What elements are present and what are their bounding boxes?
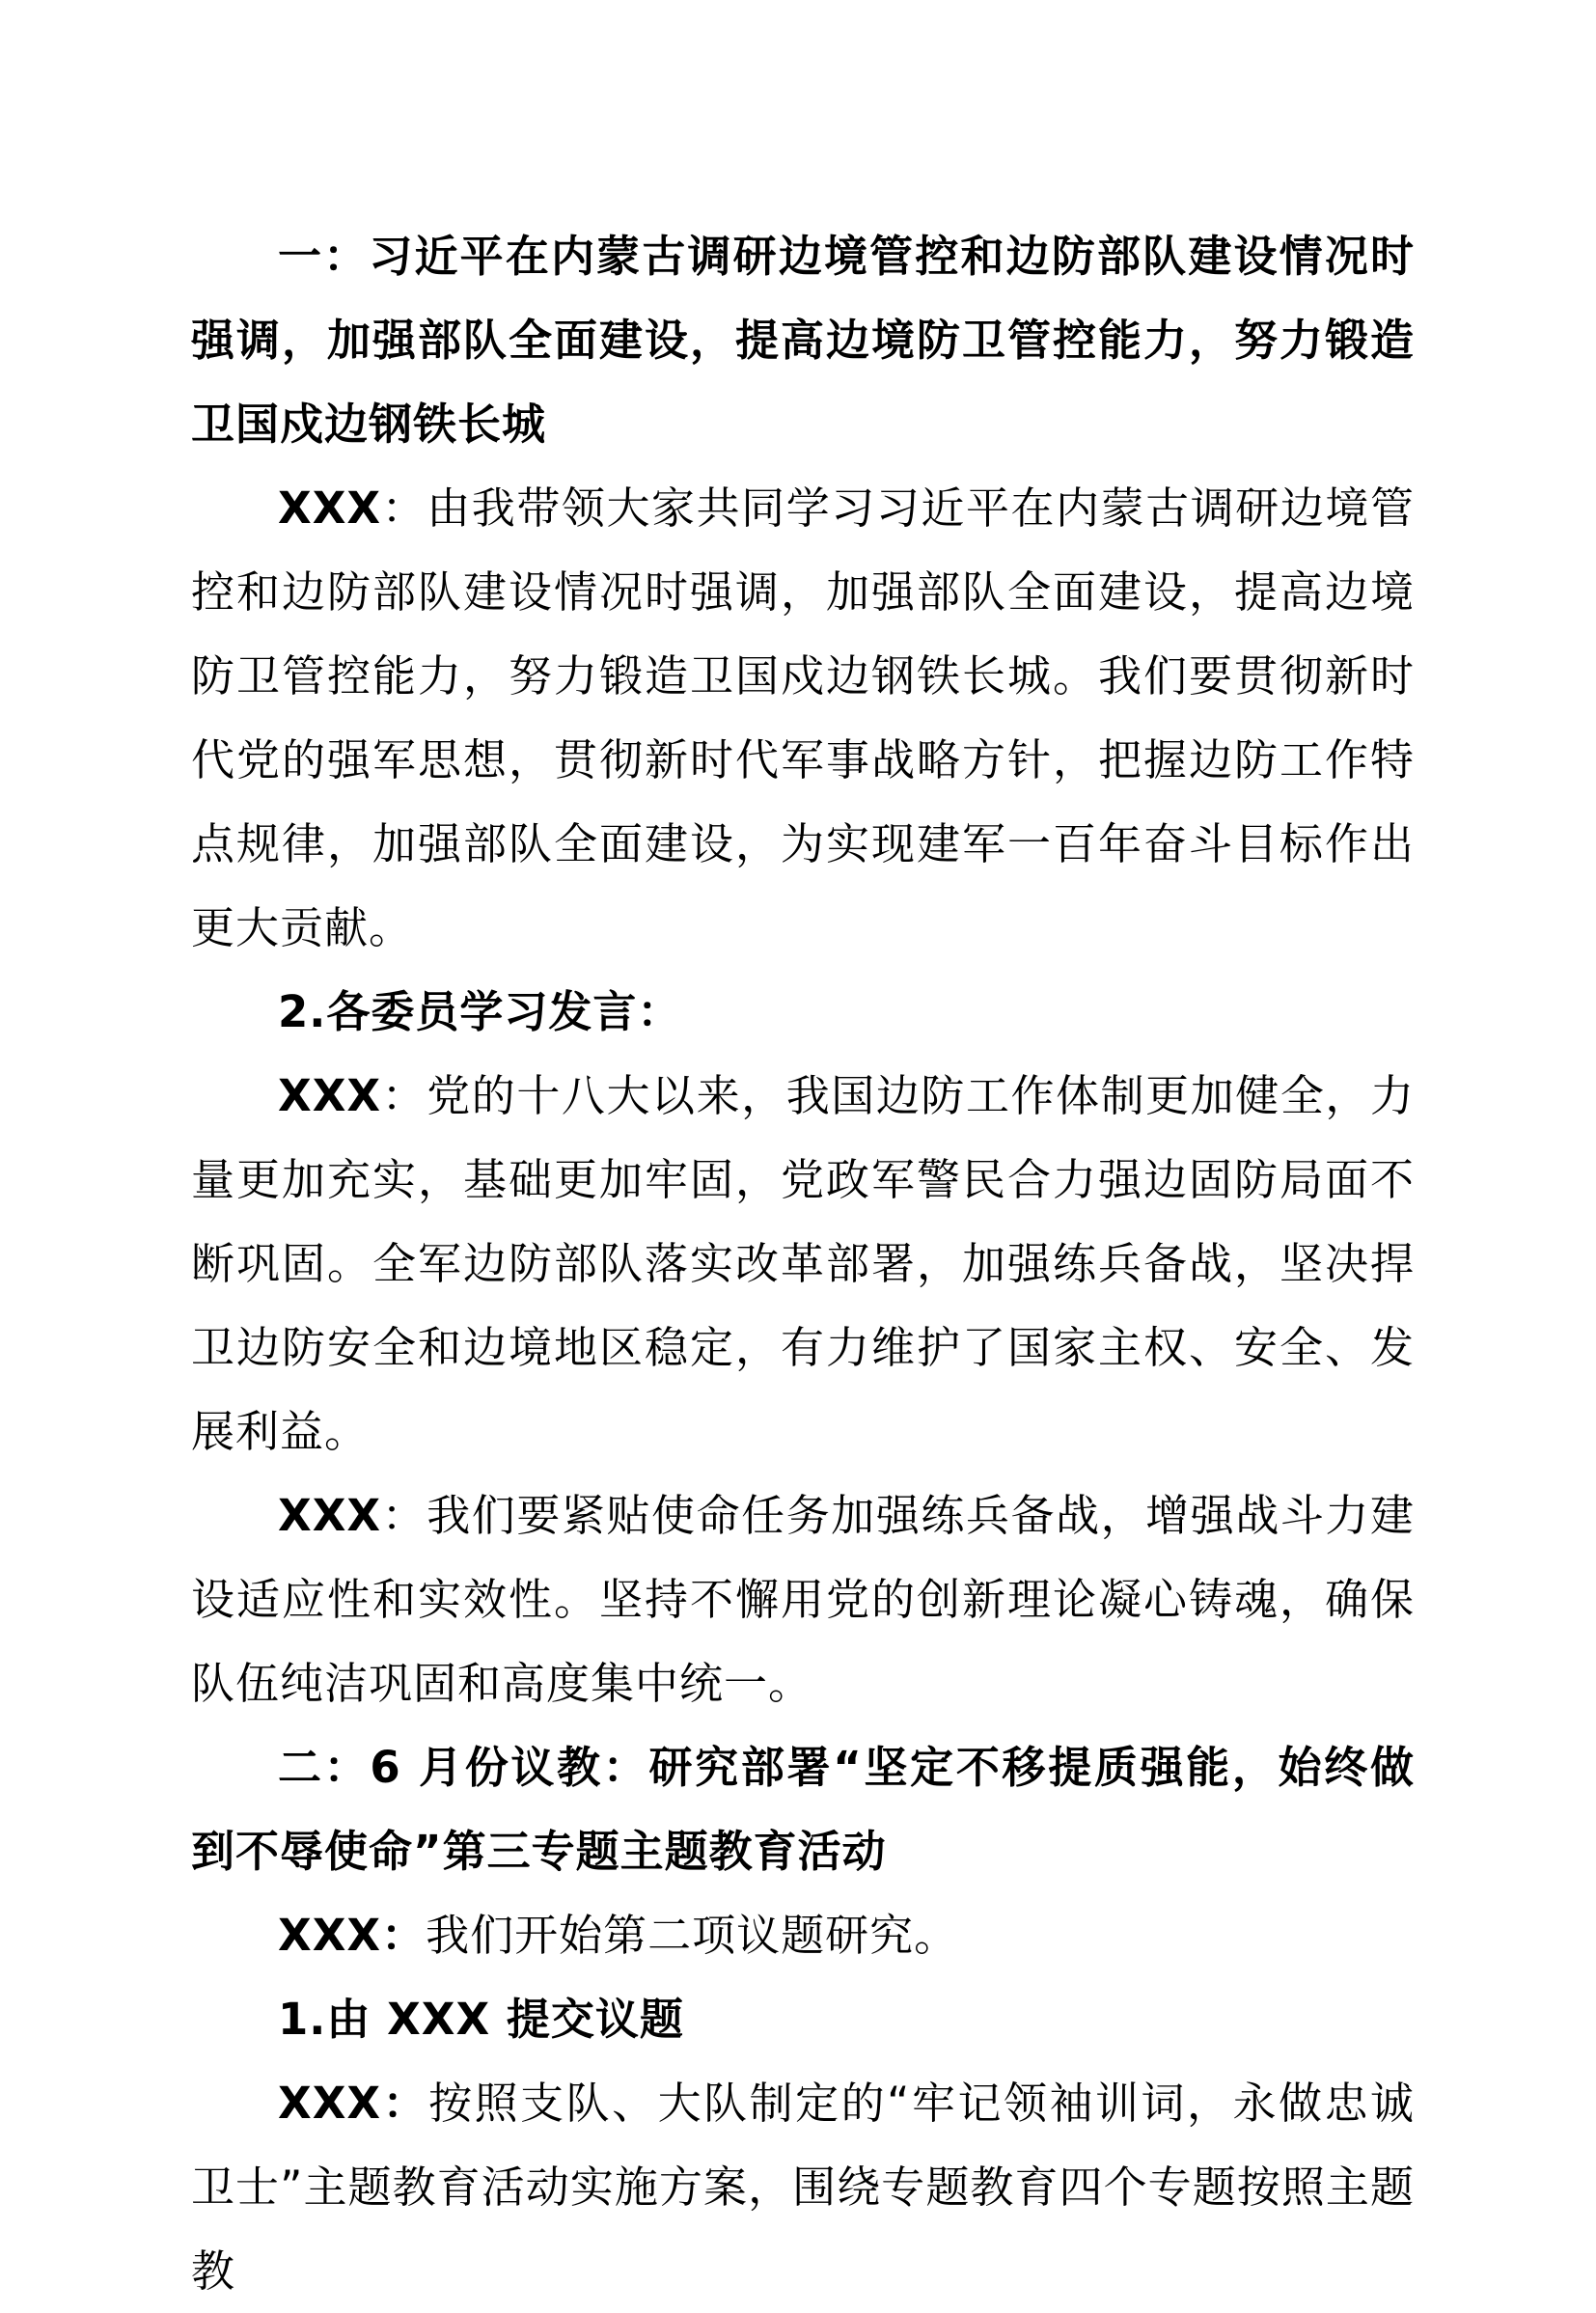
heading-text: 1.由 XXX 提交议题	[278, 1994, 684, 2045]
section-heading-1	[191, 214, 1415, 466]
heading-text: 二：6 月份议教：研究部署“坚定不移提质强能，始终做到不辱使命”第三专题主题教育活动	[191, 1742, 1415, 1877]
speaker-name: XXX：	[278, 1910, 427, 1961]
speech-paragraph	[191, 1893, 1415, 1977]
speaker-name: XXX	[278, 482, 382, 534]
heading-text: 一：习近平在内蒙古调研边境管控和边防部队建设情况时强调，加强部队全面建设，提高边境防卫管控能力，努力锻造卫国戍边钢铁长城	[191, 231, 1415, 450]
heading-text: 2.各委员学习发言：	[278, 986, 682, 1037]
speech-text: 按照支队、大队制定的“牢记领袖训词，永做忠诚卫士”主题教育活动实施方案，围绕专题教育四个专题按照主题教	[191, 2078, 1415, 2297]
speaker-name: XXX：	[278, 2078, 429, 2129]
speech-text: ：由我带领大家共同学习习近平在内蒙古调研边境管控和边防部队建设情况时强调，加强部队全面建设，提高边境防卫管控能力，努力锻造卫国戍边钢铁长城。我们要贯彻新时代党的强军思想，贯彻新时代军事战略方针，把握边防工作特点规律，加强部队全面建设，为实现建军一百年奋斗目标作出更大贡献。	[191, 482, 1415, 953]
speech-paragraph	[191, 1473, 1415, 1725]
speaker-name: XXX	[278, 1070, 382, 1121]
speech-text: 我们开始第二项议题研究。	[426, 1910, 959, 1961]
speech-paragraph	[191, 2061, 1415, 2313]
speech-paragraph	[191, 1054, 1415, 1473]
speaker-name: XXX	[278, 1490, 382, 1541]
subsection-heading	[191, 1977, 1415, 2061]
speech-text: ：党的十八大以来，我国边防工作体制更加健全，力量更加充实，基础更加牢固，党政军警民合力强边固防局面不断巩固。全军边防部队落实改革部署，加强练兵备战，坚决捍卫边防安全和边境地区稳定，有力维护了国家主权、安全、发展利益。	[191, 1070, 1415, 1457]
document-page	[191, 214, 1415, 2313]
speech-paragraph	[191, 466, 1415, 970]
section-heading-2	[191, 1725, 1415, 1893]
subsection-heading	[191, 970, 1415, 1054]
speech-text: ：我们要紧贴使命任务加强练兵备战，增强战斗力建设适应性和实效性。坚持不懈用党的创新理论凝心铸魂，确保队伍纯洁巩固和高度集中统一。	[191, 1490, 1415, 1709]
